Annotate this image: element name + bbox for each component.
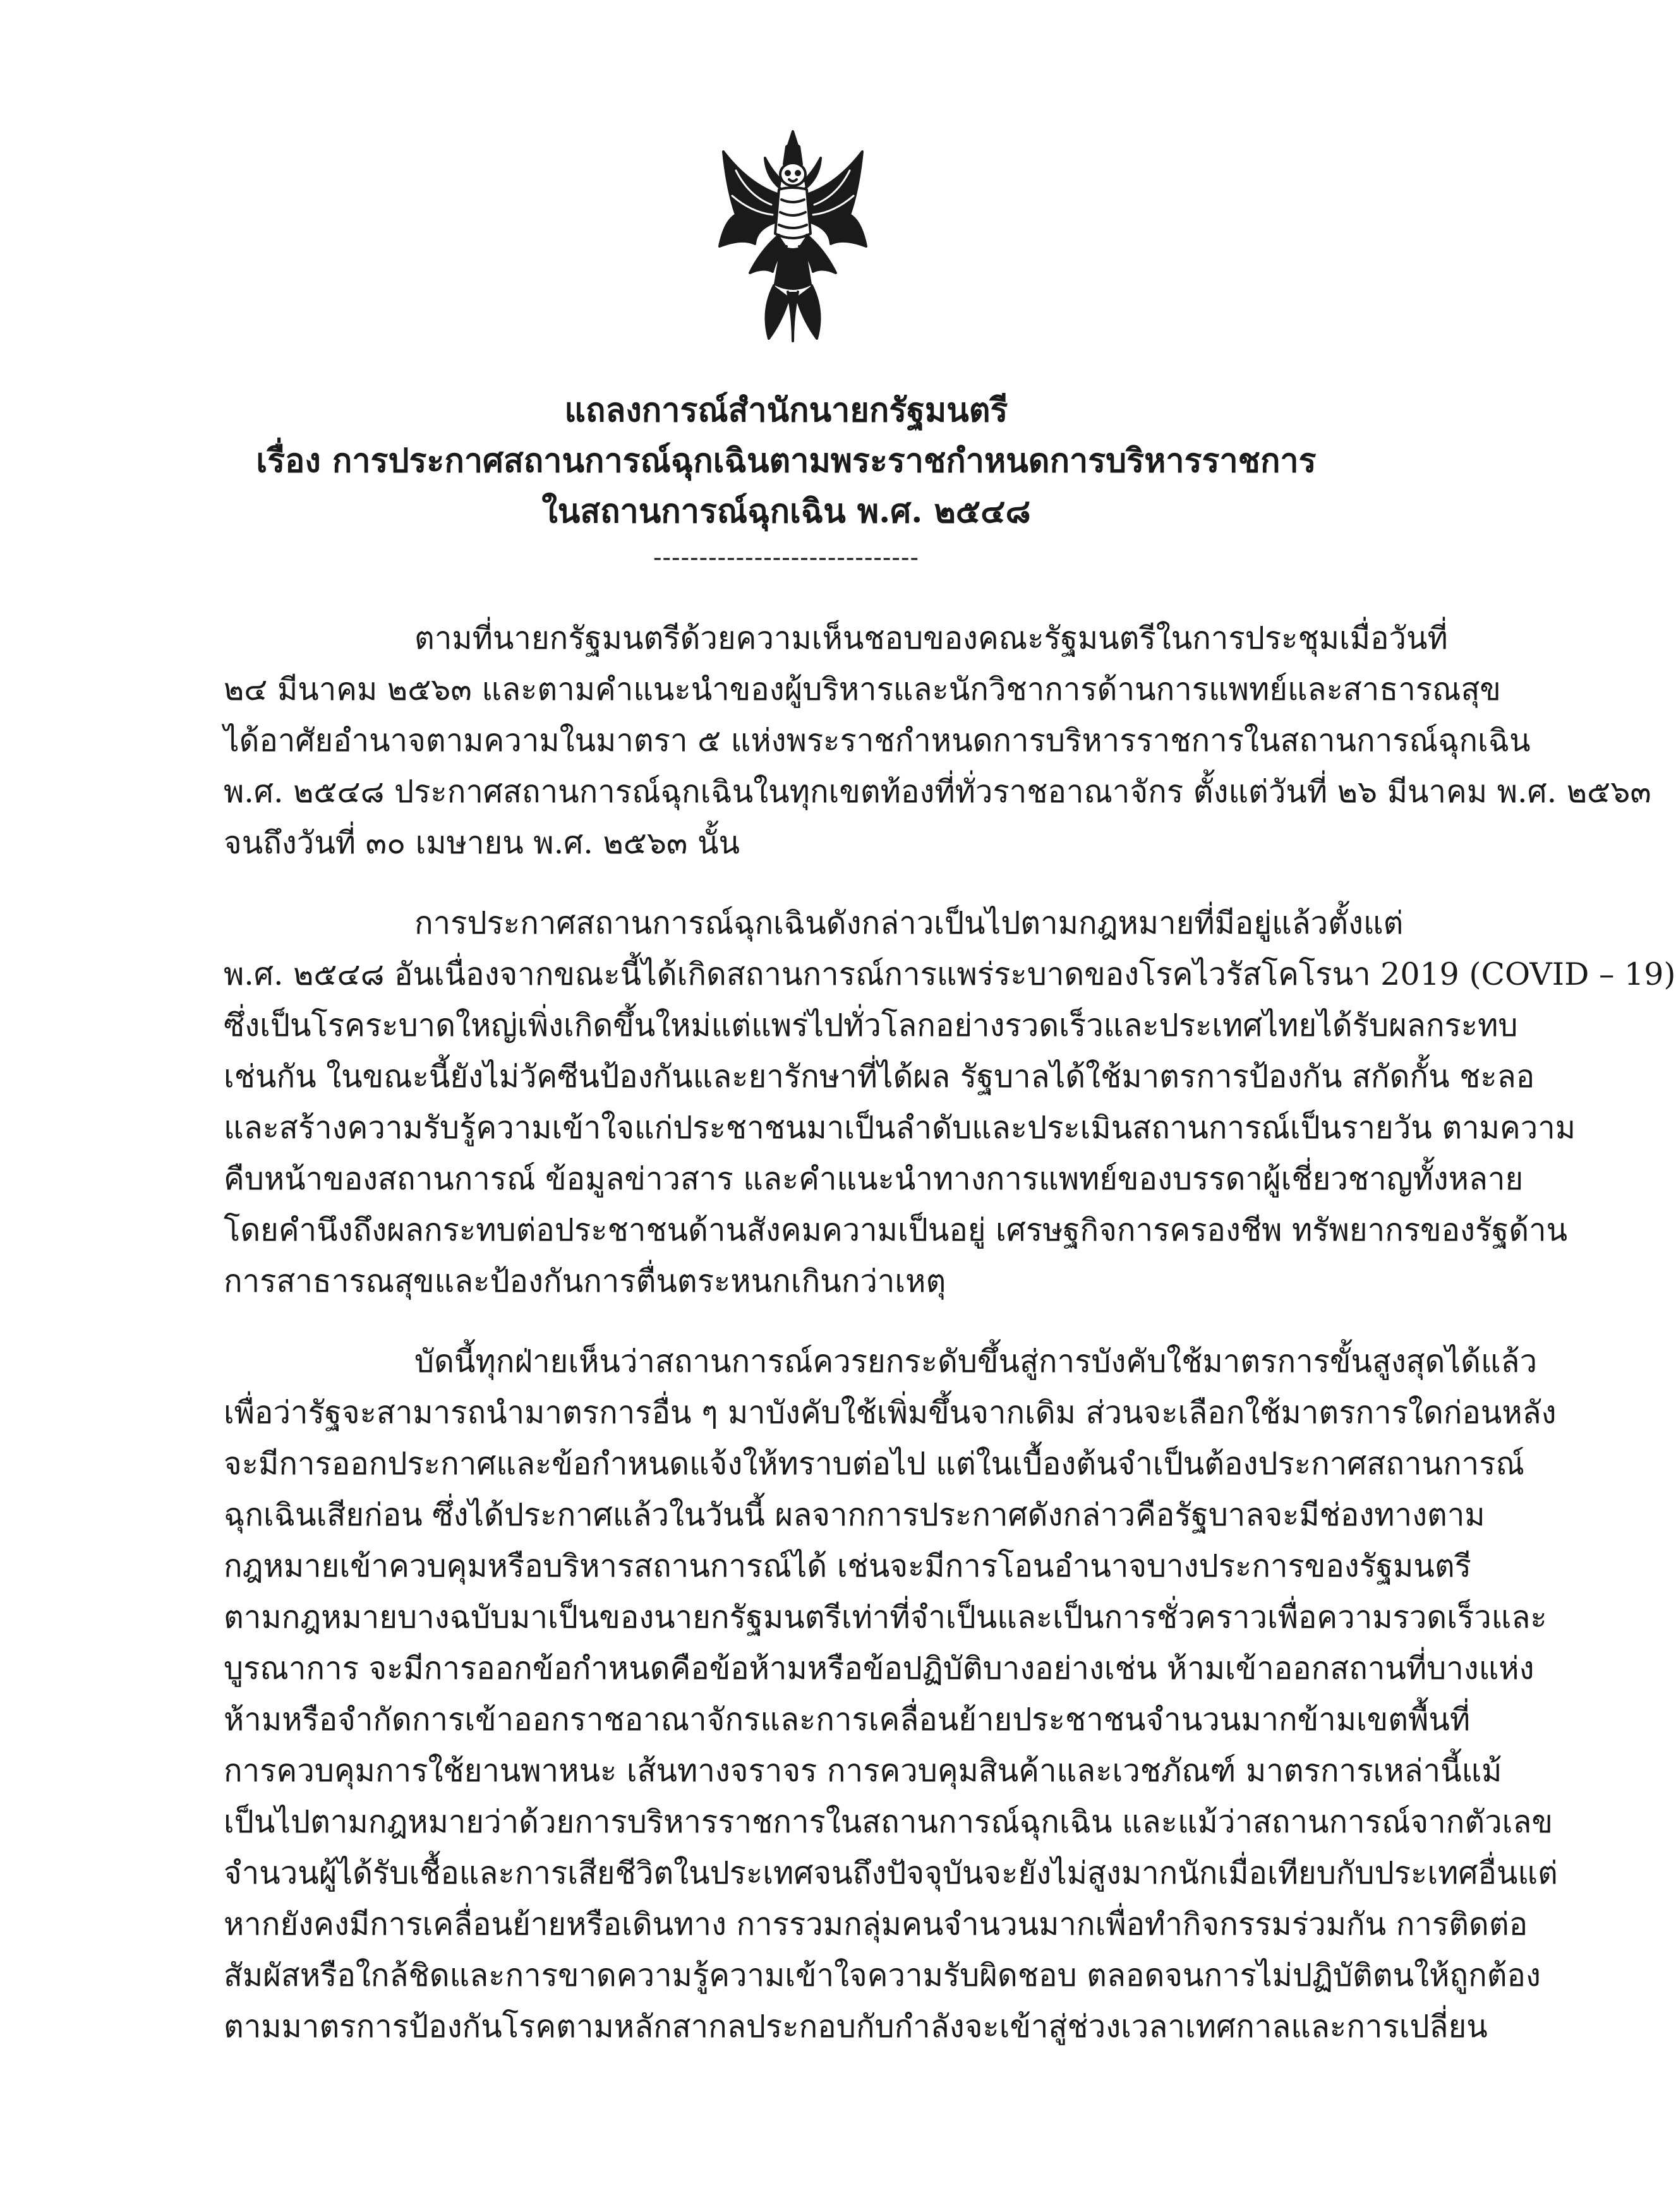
statement-subject-continued: ในสถานการณ์ฉุกเฉิน พ.ศ. ๒๕๔๘: [541, 492, 1031, 531]
paragraph-line: พ.ศ. ๒๕๔๘ ประกาศสถานการณ์ฉุกเฉินในทุกเขตท้องที่ทั่วราชอาณาจักร ตั้งแต่วันที่ ๒๖ มีนาคม พ.ศ. ๒๕๖๓: [224, 774, 1651, 810]
statement-title: แถลงการณ์สำนักนายกรัฐมนตรี: [564, 391, 1008, 430]
paragraph-line: สัมผัสหรือใกล้ชิดและการขาดความรู้ความเข้าใจความรับผิดชอบ ตลอดจนการไม่ปฏิบัติตนให้ถูกต้อง: [224, 1957, 1541, 1993]
paragraph-line: โดยคำนึงถึงผลกระทบต่อประชาชนด้านสังคมความเป็นอยู่ เศรษฐกิจการครองชีพ ทรัพยากรของรัฐด้าน: [224, 1212, 1568, 1248]
paragraph-line: ซึ่งเป็นโรคระบาดใหญ่เพิ่งเกิดขึ้นใหม่แต่แพร่ไปทั่วโลกอย่างรวดเร็วและประเทศไทยได้รับผลกระทบ: [224, 1007, 1518, 1043]
paragraph-2: [224, 898, 1676, 1307]
paragraph-line: บัดนี้ทุกฝ่ายเห็นว่าสถานการณ์ควรยกระดับขึ้นสู่การบังคับใช้มาตรการขั้นสูงสุดได้แล้ว: [414, 1343, 1538, 1379]
statement-body: [224, 613, 1676, 2081]
paragraph-line: จะมีการออกประกาศและข้อกำหนดแจ้งให้ทราบต่อไป แต่ในเบื้องต้นจำเป็นต้องประกาศสถานการณ์: [224, 1446, 1524, 1482]
paragraph-line: การสาธารณสุขและป้องกันการตื่นตระหนกเกินกว่าเหตุ: [224, 1263, 946, 1299]
paragraph-1: [224, 613, 1651, 869]
paragraph-line: ๒๔ มีนาคม ๒๕๖๓ และตามคำแนะนำของผู้บริหารและนักวิชาการด้านการแพทย์และสาธารณสุข: [224, 671, 1501, 707]
paragraph-line: กฎหมายเข้าควบคุมหรือบริหารสถานการณ์ได้ เช่นจะมีการโอนอำนาจบางประการของรัฐมนตรี: [224, 1548, 1471, 1584]
paragraph-line: ตามมาตรการป้องกันโรคตามหลักสากลประกอบกับกำลังจะเข้าสู่ช่วงเวลาเทศกาลและการเปลี่ยน: [224, 2009, 1488, 2045]
paragraph-line: พ.ศ. ๒๕๔๘ อันเนื่องจากขณะนี้ได้เกิดสถานการณ์การแพร่ระบาดของโรคไวรัสโคโรนา 2019 (COVID – 19): [224, 956, 1676, 992]
title-separator: -----------------------------: [653, 543, 919, 572]
paragraph-line: ตามที่นายกรัฐมนตรีด้วยความเห็นชอบของคณะรัฐมนตรีในการประชุมเมื่อวันที่: [414, 620, 1448, 656]
paragraph-line: เป็นไปตามกฎหมายว่าด้วยการบริหารราชการในสถานการณ์ฉุกเฉิน และแม้ว่าสถานการณ์จากตัวเลข: [224, 1804, 1553, 1840]
paragraph-line: ตามกฎหมายบางฉบับมาเป็นของนายกรัฐมนตรีเท่าที่จำเป็นและเป็นการชั่วคราวเพื่อความรวดเร็วและ: [224, 1599, 1547, 1635]
paragraph-line: จำนวนผู้ได้รับเชื้อและการเสียชีวิตในประเทศจนถึงปัจจุบันจะยังไม่สูงมากนักเมื่อเทียบกับประเทศอื่นแต่: [224, 1855, 1558, 1891]
garuda-emblem-icon: [711, 126, 875, 344]
paragraph-3: [224, 1336, 1558, 2052]
paragraph-line: การประกาศสถานการณ์ฉุกเฉินดังกล่าวเป็นไปตามกฎหมายที่มีอยู่แล้วตั้งแต่: [414, 905, 1404, 941]
paragraph-line: การควบคุมการใช้ยานพาหนะ เส้นทางจราจร การควบคุมสินค้าและเวชภัณฑ์ มาตรการเหล่านี้แม้: [224, 1753, 1502, 1789]
paragraph-line: ได้อาศัยอำนาจตามความในมาตรา ๕ แห่งพระราชกำหนดการบริหารราชการในสถานการณ์ฉุกเฉิน: [224, 723, 1531, 759]
paragraph-line: จนถึงวันที่ ๓๐ เมษายน พ.ศ. ๒๕๖๓ นั้น: [224, 825, 740, 861]
paragraph-line: ห้ามหรือจำกัดการเข้าออกราชอาณาจักรและการเคลื่อนย้ายประชาชนจำนวนมากข้ามเขตพื้นที่: [224, 1702, 1471, 1738]
paragraph-line: และสร้างความรับรู้ความเข้าใจแก่ประชาชนมาเป็นลำดับและประเมินสถานการณ์เป็นรายวัน ตามความ: [224, 1110, 1576, 1146]
paragraph-line: หากยังคงมีการเคลื่อนย้ายหรือเดินทาง การรวมกลุ่มคนจำนวนมากเพื่อทำกิจกรรมร่วมกัน การติดต่อ: [224, 1906, 1528, 1942]
statement-subject: เรื่อง การประกาศสถานการณ์ฉุกเฉินตามพระราชกำหนดการบริหารราชการ: [256, 442, 1317, 480]
paragraph-line: ฉุกเฉินเสียก่อน ซึ่งได้ประกาศแล้วในวันนี้ ผลจากการประกาศดังกล่าวคือรัฐบาลจะมีช่องทางตาม: [224, 1497, 1485, 1533]
paragraph-line: เพื่อว่ารัฐจะสามารถนำมาตรการอื่น ๆ มาบังคับใช้เพิ่มขึ้นจากเดิม ส่วนจะเลือกใช้มาตรการใดก่อนหลัง: [224, 1395, 1557, 1431]
paragraph-line: บูรณาการ จะมีการออกข้อกำหนดคือข้อห้ามหรือข้อปฏิบัติบางอย่างเช่น ห้ามเข้าออกสถานที่บางแห่ง: [224, 1650, 1534, 1686]
paragraph-line: คืบหน้าของสถานการณ์ ข้อมูลข่าวสาร และคำแนะนำทางการแพทย์ของบรรดาผู้เชี่ยวชาญทั้งหลาย: [224, 1161, 1524, 1197]
paragraph-line: เช่นกัน ในขณะนี้ยังไม่วัคซีนป้องกันและยารักษาที่ได้ผล รัฐบาลได้ใช้มาตรการป้องกัน สกัดกั้น ชะลอ: [224, 1059, 1535, 1095]
